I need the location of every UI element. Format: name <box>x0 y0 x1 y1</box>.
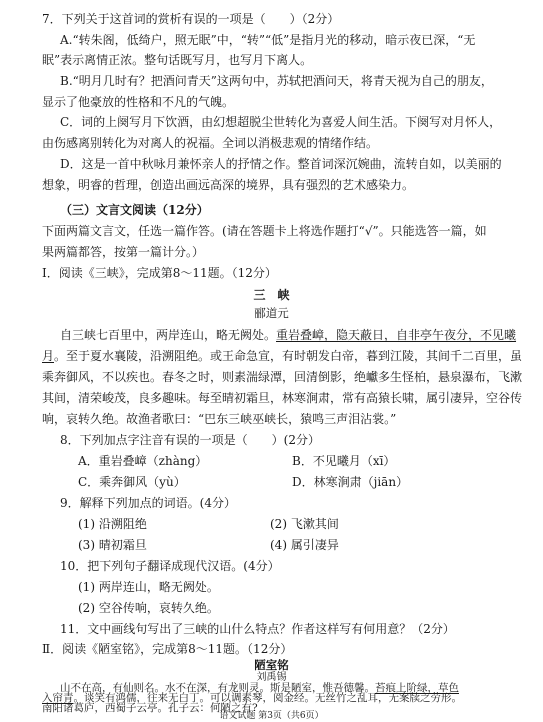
q9-item3: (3) 晴初霜旦 <box>78 538 147 552</box>
q8-option-a: A．重岩叠嶂（zhàng） <box>78 454 208 468</box>
q9-item2: (2) 飞漱其间 <box>270 517 339 531</box>
part2-task: Ⅱ．阅读《陋室铭》，完成第8～11题。（12分） <box>42 642 293 656</box>
passage2-title: 陋室铭 <box>254 658 289 672</box>
q7-option-d-line2: 想象，明睿的哲理，创造出画远高深的境界，具有强烈的艺术感染力。 <box>42 178 415 192</box>
passage1-line3: 乘奔御风，不以疾也。春冬之时，则素湍绿潭，回清倒影，绝巘多生怪柏，悬泉瀑布，飞漱 <box>42 370 523 384</box>
part1-task: Ⅰ．阅读《三峡》，完成第8～11题。（12分） <box>42 266 277 280</box>
q8-stem: 8．下列加点字注音有误的一项是（ ）(2分） <box>60 433 320 447</box>
underlined-sentence-2: 苔痕上阶绿，草色 <box>375 682 459 694</box>
passage2-line2: 入帘青。谈笑有鸿儒，往来无白丁。可以调素琴，阅金经。无丝竹之乱耳，无案牍之劳形。 <box>42 692 462 704</box>
passage1-line2: 月。至于夏水襄陵，沿溯阻绝。或王命急宣，有时朝发白帝，暮到江陵，其间千二百里，虽 <box>42 349 523 363</box>
q7-option-a-line1: A.“转朱阁，低绮户，照无眠”中，“转”“低”是指月光的移动，暗示夜已深，“无 <box>60 33 476 47</box>
passage1-line4: 其间，清荣峻茂，良多趣味。每至晴初霜旦，林寒涧肃，常有高猿长啸，属引凄异，空谷传 <box>42 391 523 405</box>
q7-option-c-line1: C．词的上阕写月下饮酒，由幻想超脱尘世转化为喜爱人间生活。下阕写对月怀人， <box>60 115 502 129</box>
q7-option-d-line1: D．这是一首中秋咏月兼怀亲人的抒情之作。整首词深沉婉曲，流转自如，以美丽的 <box>60 157 502 171</box>
q10-item2: (2) 空谷传响，哀转久绝。 <box>78 601 219 615</box>
passage2-author: 刘禹锡 <box>256 672 287 683</box>
section-heading: （三）文言文阅读（12分） <box>60 203 209 217</box>
passage1-line5: 响，哀转久绝。故渔者歌曰：“巴东三峡巫峡长，猿鸣三声泪沾裳。” <box>42 412 397 426</box>
q7-option-b-line2: 显示了他豪放的性格和不凡的气魄。 <box>42 95 235 109</box>
q8-option-c: C．乘奔御风（yù） <box>78 475 186 489</box>
passage1-author: 郦道元 <box>254 306 289 320</box>
underlined-sentence-end: 月 <box>42 349 55 363</box>
q10-stem: 10．把下列句子翻译成现代汉语。(4分） <box>60 559 280 573</box>
passage1-title: 三 峡 <box>253 288 290 302</box>
passage2-line1: 山不在高，有仙则名。水不在深，有龙则灵。斯是陋室，惟吾德馨。苔痕上阶绿，草色 <box>60 682 459 694</box>
q7-stem: 7．下列关于这首词的赏析有误的一项是（ ）（2分） <box>42 12 340 26</box>
q11-stem: 11．文中画线句写出了三峡的山什么特点？作者这样写有何用意？（2分） <box>60 622 455 636</box>
section-instruction-line2: 果两篇都答，按第一篇计分。） <box>42 245 205 259</box>
underlined-sentence-2-end: 入帘青 <box>42 692 74 704</box>
q8-option-b: B．不见曦月（xī） <box>292 454 396 468</box>
underlined-sentence: 重岩叠嶂，隐天蔽日，自非亭午夜分，不见曦 <box>276 328 517 342</box>
passage1-line1: 自三峡七百里中，两岸连山，略无阙处。重岩叠嶂，隐天蔽日，自非亭午夜分，不见曦 <box>60 328 517 342</box>
q10-item1: (1) 两岸连山，略无阙处。 <box>78 580 219 594</box>
q9-item4: (4) 属引凄异 <box>270 538 339 552</box>
q9-stem: 9．解释下列加点的词语。(4分） <box>60 496 236 510</box>
q9-item1: (1) 沿溯阻绝 <box>78 517 147 531</box>
passage2-line3: 南阳诸葛庐，西蜀子云亭。孔子云：何陋之有? <box>42 702 258 714</box>
section-instruction-line1: 下面两篇文言文，任选一篇作答。(请在答题卡上将选作题打“√”。只能选答一篇，如 <box>42 224 487 238</box>
q7-option-b-line1: B.“明月几时有？把酒问青天”这两句中，苏轼把酒问天，将青天视为自己的朋友， <box>60 74 493 88</box>
q7-option-c-line2: 由伤感离别转化为对离人的祝福。全词以消极悲观的情绪作结。 <box>42 136 379 150</box>
page-footer: 语文试题 第3页（共6页） <box>219 711 324 721</box>
q7-option-a-line2: 眠”表示离情正浓。整句话既写月，也写月下离人。 <box>42 53 313 67</box>
q8-option-d: D．林寒涧肃（jiān） <box>292 475 409 489</box>
